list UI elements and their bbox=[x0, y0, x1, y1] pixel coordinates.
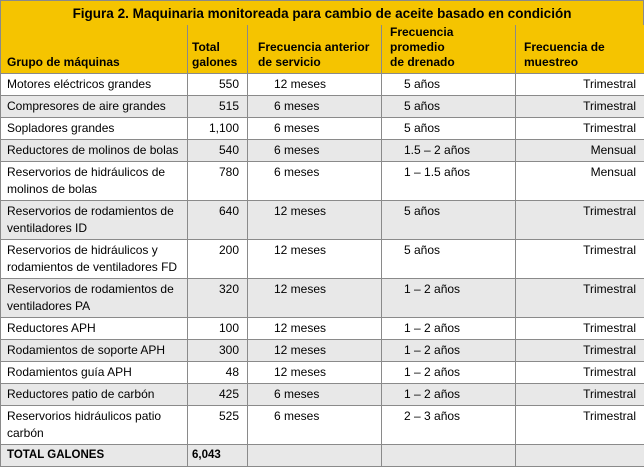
total-label: TOTAL GALONES bbox=[1, 445, 188, 467]
cell-sample-frequency: Trimestral bbox=[516, 318, 644, 340]
cell-sample-frequency: Trimestral bbox=[516, 362, 644, 384]
cell-sample-frequency: Trimestral bbox=[516, 240, 644, 279]
cell-prev-frequency: 6 meses bbox=[248, 118, 382, 140]
cell-gallons: 780 bbox=[188, 162, 248, 201]
cell-prev-frequency: 6 meses bbox=[248, 406, 382, 445]
cell-prev-frequency: 12 meses bbox=[248, 362, 382, 384]
table-row bbox=[1, 279, 644, 318]
cell-group: Reductores de molinos de bolas bbox=[1, 140, 188, 162]
header-previous-frequency: Frecuencia anterior de servicio bbox=[248, 25, 382, 74]
cell-gallons: 1,100 bbox=[188, 118, 248, 140]
table-row bbox=[1, 140, 644, 162]
table-row bbox=[1, 201, 644, 240]
machinery-table bbox=[0, 25, 644, 467]
cell-gallons: 100 bbox=[188, 318, 248, 340]
cell-group: Reservorios de hidráulicos de molinos de bolas bbox=[1, 162, 188, 201]
cell-drain-frequency: 2 – 3 años bbox=[382, 406, 516, 445]
cell-prev-frequency: 12 meses bbox=[248, 340, 382, 362]
cell-drain-frequency: 5 años bbox=[382, 240, 516, 279]
table-row bbox=[1, 384, 644, 406]
table-row bbox=[1, 318, 644, 340]
cell-group: Reservorios hidráulicos patio carbón bbox=[1, 406, 188, 445]
cell-gallons: 525 bbox=[188, 406, 248, 445]
header-drain-frequency: Frecuencia promedio de drenado bbox=[382, 25, 516, 74]
cell-sample-frequency: Trimestral bbox=[516, 279, 644, 318]
header-group: Grupo de máquinas bbox=[1, 25, 188, 74]
cell-group: Reductores APH bbox=[1, 318, 188, 340]
cell-gallons: 640 bbox=[188, 201, 248, 240]
header-row bbox=[1, 25, 644, 74]
header-total-gallons: Total galones bbox=[188, 25, 248, 74]
cell-prev-frequency: 12 meses bbox=[248, 279, 382, 318]
cell-prev-frequency: 12 meses bbox=[248, 201, 382, 240]
cell-drain-frequency: 1 – 2 años bbox=[382, 279, 516, 318]
cell-drain-frequency: 1 – 2 años bbox=[382, 362, 516, 384]
cell-gallons: 550 bbox=[188, 74, 248, 96]
cell-prev-frequency: 6 meses bbox=[248, 384, 382, 406]
cell-group: Rodamientos guía APH bbox=[1, 362, 188, 384]
cell-group: Reservorios de rodamientos de ventiladores ID bbox=[1, 201, 188, 240]
total-empty-cell bbox=[516, 445, 644, 467]
cell-drain-frequency: 1.5 – 2 años bbox=[382, 140, 516, 162]
cell-sample-frequency: Mensual bbox=[516, 162, 644, 201]
cell-drain-frequency: 1 – 1.5 años bbox=[382, 162, 516, 201]
cell-group: Rodamientos de soporte APH bbox=[1, 340, 188, 362]
header-sampling-frequency: Frecuencia de muestreo bbox=[516, 25, 644, 74]
cell-sample-frequency: Trimestral bbox=[516, 118, 644, 140]
cell-gallons: 300 bbox=[188, 340, 248, 362]
cell-drain-frequency: 1 – 2 años bbox=[382, 384, 516, 406]
cell-prev-frequency: 6 meses bbox=[248, 96, 382, 118]
cell-gallons: 425 bbox=[188, 384, 248, 406]
cell-sample-frequency: Trimestral bbox=[516, 201, 644, 240]
cell-prev-frequency: 12 meses bbox=[248, 318, 382, 340]
cell-group: Reservorios de rodamientos de ventiladores PA bbox=[1, 279, 188, 318]
total-value: 6,043 bbox=[188, 445, 248, 467]
cell-gallons: 540 bbox=[188, 140, 248, 162]
table-row bbox=[1, 74, 644, 96]
cell-sample-frequency: Trimestral bbox=[516, 406, 644, 445]
table-row bbox=[1, 118, 644, 140]
cell-drain-frequency: 5 años bbox=[382, 96, 516, 118]
cell-drain-frequency: 5 años bbox=[382, 118, 516, 140]
total-empty-cell bbox=[382, 445, 516, 467]
cell-gallons: 200 bbox=[188, 240, 248, 279]
cell-drain-frequency: 1 – 2 años bbox=[382, 340, 516, 362]
cell-gallons: 515 bbox=[188, 96, 248, 118]
table-row bbox=[1, 340, 644, 362]
cell-group: Compresores de aire grandes bbox=[1, 96, 188, 118]
cell-prev-frequency: 6 meses bbox=[248, 140, 382, 162]
cell-gallons: 48 bbox=[188, 362, 248, 384]
table-row bbox=[1, 96, 644, 118]
cell-sample-frequency: Mensual bbox=[516, 140, 644, 162]
cell-prev-frequency: 12 meses bbox=[248, 240, 382, 279]
cell-group: Motores eléctricos grandes bbox=[1, 74, 188, 96]
cell-sample-frequency: Trimestral bbox=[516, 340, 644, 362]
table-row bbox=[1, 162, 644, 201]
cell-sample-frequency: Trimestral bbox=[516, 384, 644, 406]
cell-drain-frequency: 5 años bbox=[382, 74, 516, 96]
table-row bbox=[1, 240, 644, 279]
cell-sample-frequency: Trimestral bbox=[516, 96, 644, 118]
cell-group: Sopladores grandes bbox=[1, 118, 188, 140]
cell-prev-frequency: 6 meses bbox=[248, 162, 382, 201]
cell-drain-frequency: 5 años bbox=[382, 201, 516, 240]
cell-gallons: 320 bbox=[188, 279, 248, 318]
figure-title: Figura 2. Maquinaria monitoreada para cambio de aceite basado en condición bbox=[0, 0, 644, 25]
cell-sample-frequency: Trimestral bbox=[516, 74, 644, 96]
cell-group: Reservorios de hidráulicos y rodamientos de ventiladores FD bbox=[1, 240, 188, 279]
total-row bbox=[1, 445, 644, 467]
cell-group: Reductores patio de carbón bbox=[1, 384, 188, 406]
table-row bbox=[1, 362, 644, 384]
total-empty-cell bbox=[248, 445, 382, 467]
cell-drain-frequency: 1 – 2 años bbox=[382, 318, 516, 340]
table-row bbox=[1, 406, 644, 445]
cell-prev-frequency: 12 meses bbox=[248, 74, 382, 96]
